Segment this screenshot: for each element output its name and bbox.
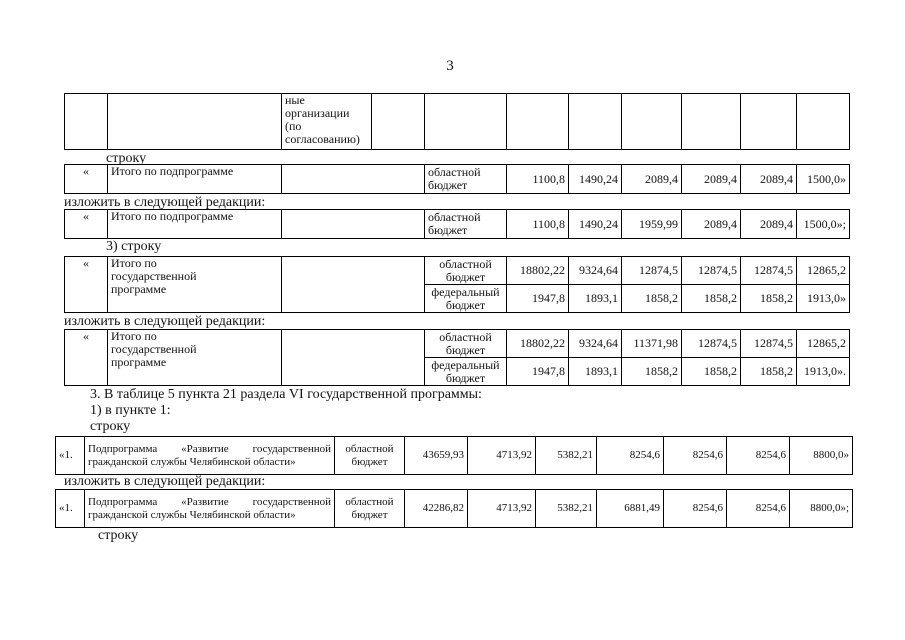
cell-value: 1913,0». <box>797 358 850 386</box>
cell-value: 2089,4 <box>682 210 741 239</box>
cell-value: 11371,98 <box>622 330 682 358</box>
cell-fund: областной бюджет <box>425 257 507 285</box>
cell-value: 8254,6 <box>727 490 790 528</box>
page-number: 3 <box>446 58 454 74</box>
cell-value: 8254,6 <box>597 437 664 475</box>
table-subprogram-total-old <box>64 164 850 194</box>
table-civil-service-old <box>55 436 853 475</box>
cell-value: 9324,64 <box>569 330 622 358</box>
cell-value: 12874,5 <box>682 330 741 358</box>
cell-value: 1947,8 <box>507 358 569 386</box>
cell-value: 18802,22 <box>507 330 569 358</box>
label-stroku: строку <box>98 528 139 543</box>
cell-value: 1100,8 <box>507 210 569 239</box>
cell-fund: федеральный бюджет <box>425 358 507 386</box>
cell-value: 2089,4 <box>741 210 797 239</box>
cell-value: 1858,2 <box>682 285 741 313</box>
cell-name: Итого по государственной программе <box>108 257 282 313</box>
cell-value: 1100,8 <box>507 165 569 194</box>
cell-name: Подпрограмма «Развитие государственной гражданской службы Челябинской области» <box>85 437 335 475</box>
cell-value: 1858,2 <box>682 358 741 386</box>
cell-number: «1. <box>56 437 85 475</box>
cell-quote: « <box>65 330 108 386</box>
cell-empty <box>282 165 425 194</box>
label-stroku: строку <box>106 151 147 166</box>
cell-empty <box>797 94 850 150</box>
cell-empty <box>282 330 425 386</box>
cell-empty <box>372 94 425 150</box>
cell-empty <box>282 257 425 313</box>
cell-value: 1893,1 <box>569 358 622 386</box>
cell-fund: областной бюджет <box>425 210 507 239</box>
cell-name: Итого по подпрограмме <box>108 210 282 239</box>
cell-value: 12874,5 <box>622 257 682 285</box>
paragraph-3: 3. В таблице 5 пункта 21 раздела VI государственной программы: <box>90 387 482 402</box>
cell-value: 1893,1 <box>569 285 622 313</box>
cell-value: 1490,24 <box>569 165 622 194</box>
cell-fund: федеральный бюджет <box>425 285 507 313</box>
cell-empty <box>569 94 622 150</box>
cell-value: 12874,5 <box>741 257 797 285</box>
cell-value: 8254,6 <box>727 437 790 475</box>
label-izlozhit: изложить в следующей редакции: <box>64 474 266 489</box>
cell-value: 4713,92 <box>468 490 536 528</box>
label-izlozhit: изложить в следующей редакции: <box>64 314 266 329</box>
cell-fund: областной бюджет <box>425 165 507 194</box>
cell-empty <box>282 210 425 239</box>
cell-value: 1490,24 <box>569 210 622 239</box>
cell-empty <box>682 94 741 150</box>
cell-value: 12865,2 <box>797 257 850 285</box>
label-3-stroku: 3) строку <box>106 239 162 254</box>
cell-value: 8800,0»; <box>790 490 853 528</box>
cell-value: 12874,5 <box>682 257 741 285</box>
cell-value: 1858,2 <box>741 358 797 386</box>
cell-value: 8254,6 <box>664 437 727 475</box>
table-subprogram-total-new <box>64 209 850 239</box>
cell-value: 8800,0» <box>790 437 853 475</box>
label-izlozhit: изложить в следующей редакции: <box>64 195 266 210</box>
table-state-program-total-new <box>64 329 850 386</box>
cell-organizations: ные организации (по согласованию) <box>282 94 372 150</box>
cell-name: Итого по государственной программе <box>108 330 282 386</box>
cell-empty <box>425 94 507 150</box>
cell-empty <box>741 94 797 150</box>
cell-value: 1947,8 <box>507 285 569 313</box>
cell-name: Подпрограмма «Развитие государственной гражданской службы Челябинской области» <box>85 490 335 528</box>
cell-value: 5382,21 <box>536 437 597 475</box>
cell-value: 18802,22 <box>507 257 569 285</box>
cell-number: «1. <box>56 490 85 528</box>
cell-value: 2089,4 <box>741 165 797 194</box>
cell-value: 1913,0» <box>797 285 850 313</box>
cell-value: 43659,93 <box>405 437 468 475</box>
cell-empty <box>108 94 282 150</box>
cell-value: 1858,2 <box>622 285 682 313</box>
cell-empty <box>507 94 569 150</box>
cell-name: Итого по подпрограмме <box>108 165 282 194</box>
cell-quote: « <box>65 165 108 194</box>
cell-fund: областной бюджет <box>335 437 405 475</box>
cell-value: 1500,0»; <box>797 210 850 239</box>
cell-value: 2089,4 <box>682 165 741 194</box>
cell-value: 6881,49 <box>597 490 664 528</box>
cell-value: 4713,92 <box>468 437 536 475</box>
cell-value: 9324,64 <box>569 257 622 285</box>
cell-empty <box>622 94 682 150</box>
cell-value: 42286,82 <box>405 490 468 528</box>
cell-value: 1858,2 <box>741 285 797 313</box>
cell-value: 2089,4 <box>622 165 682 194</box>
cell-value: 5382,21 <box>536 490 597 528</box>
paragraph-1-v-punkte: 1) в пункте 1: <box>90 403 171 418</box>
cell-quote: « <box>65 257 108 313</box>
cell-value: 12865,2 <box>797 330 850 358</box>
table-fragment-top <box>64 93 850 150</box>
cell-value: 1500,0» <box>797 165 850 194</box>
cell-value: 12874,5 <box>741 330 797 358</box>
table-civil-service-new <box>55 489 853 528</box>
cell-empty <box>65 94 108 150</box>
cell-quote: « <box>65 210 108 239</box>
cell-fund: областной бюджет <box>335 490 405 528</box>
label-stroku: строку <box>90 419 131 434</box>
cell-fund: областной бюджет <box>425 330 507 358</box>
cell-value: 8254,6 <box>664 490 727 528</box>
cell-value: 1959,99 <box>622 210 682 239</box>
cell-value: 1858,2 <box>622 358 682 386</box>
table-state-program-total-old <box>64 256 850 313</box>
